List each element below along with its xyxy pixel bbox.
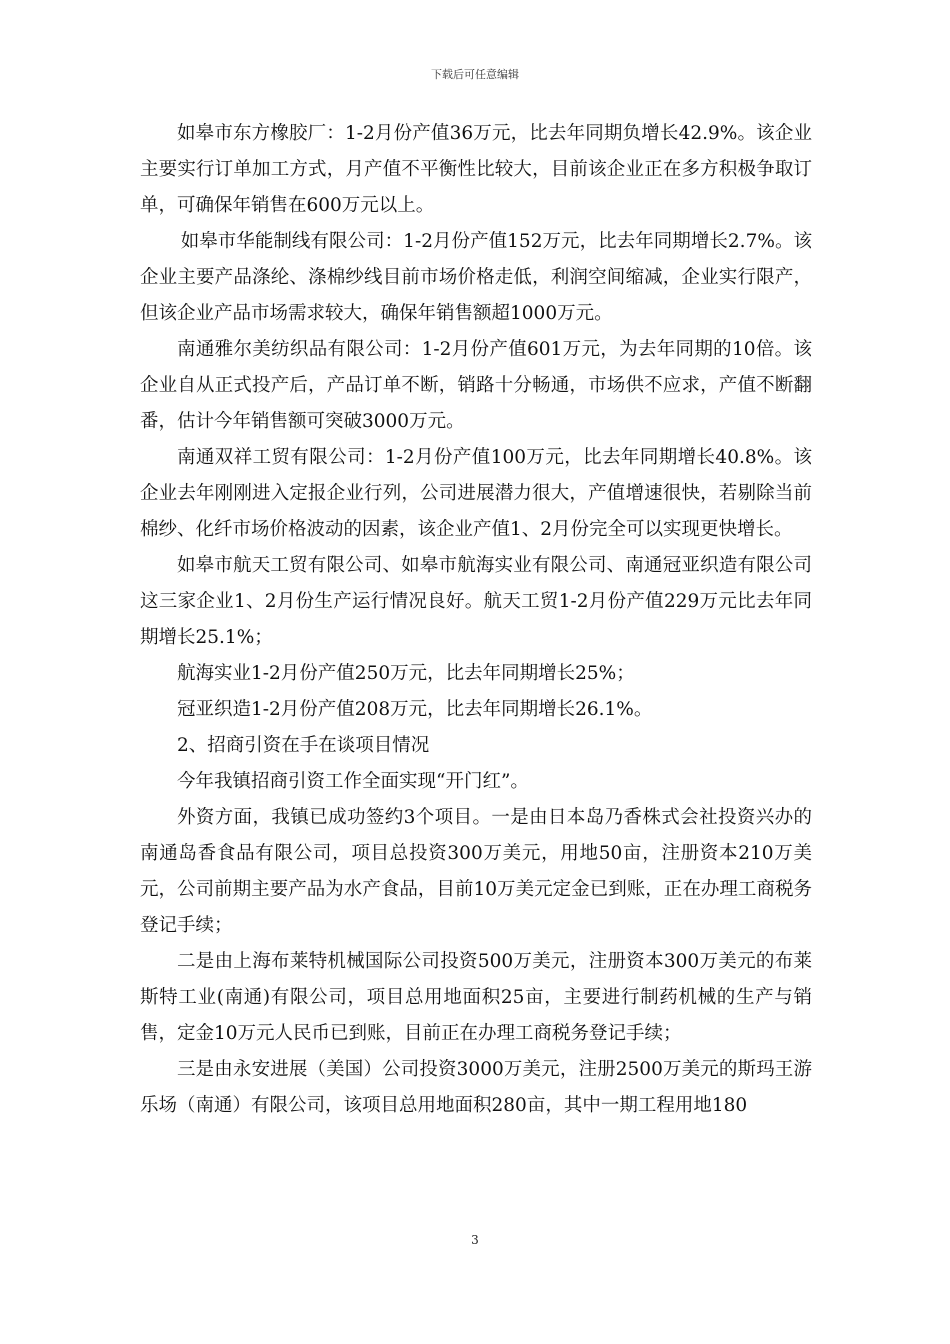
paragraph-foreign-investment-3: 三是由永安进展（美国）公司投资3000万美元，注册2500万美元的斯玛王游乐场（南通）有限公司，该项目总用地面积280亩，其中一期工程用地180 — [140, 1059, 812, 1116]
paragraph-hanghai: 航海实业1-2月份产值250万元，比去年同期增长25%； — [177, 663, 635, 684]
document-body — [140, 116, 812, 1124]
paragraph-three-companies: 如皋市航天工贸有限公司、如皋市航海实业有限公司、南通冠亚织造有限公司这三家企业1、2月份生产运行情况良好。航天工贸1-2月份产值229万元比去年同期增长25.1%； — [140, 555, 812, 648]
section-heading-investment: 2、招商引资在手在谈项目情况 — [177, 735, 430, 756]
paragraph-good-start: 今年我镇招商引资工作全面实现“开门红”。 — [177, 771, 529, 792]
paragraph-foreign-investment-2: 二是由上海布莱特机械国际公司投资500万美元，注册资本300万美元的布莱斯特工业(南通)有限公司，项目总用地面积25亩，主要进行制药机械的生产与销售，定金10万元人民币已到账，目前正在办理工商税务登记手续； — [140, 951, 812, 1044]
page-header: 下载后可任意编辑 — [431, 68, 519, 81]
paragraph-guanya: 冠亚织造1-2月份产值208万元，比去年同期增长26.1%。 — [177, 699, 653, 720]
paragraph-shuangxiang-trade: 南通双祥工贸有限公司：1-2月份产值100万元，比去年同期增长40.8%。该企业去年刚刚进入定报企业行列，公司进展潜力很大，产值增速很快，若剔除当前棉纱、化纤市场价格波动的因素，该企业产值1、2月份完全可以实现更快增长。 — [140, 447, 812, 540]
page-number: 3 — [471, 1233, 479, 1247]
paragraph-dongfang-rubber: 如皋市东方橡胶厂：1-2月份产值36万元，比去年同期负增长42.9%。该企业主要实行订单加工方式，月产值不平衡性比较大，目前该企业正在多方积极争取订单，可确保年销售在600万元以上。 — [140, 123, 812, 216]
paragraph-huaneng-thread: 如皋市华能制线有限公司：1-2月份产值152万元，比去年同期增长2.7%。该企业主要产品涤纶、涤棉纱线目前市场价格走低，利润空间缩减，企业实行限产，但该企业产品市场需求较大，确保年销售额超1000万元。 — [140, 231, 812, 324]
paragraph-foreign-investment-1: 外资方面，我镇已成功签约3个项目。一是由日本岛乃香株式会社投资兴办的南通岛香食品有限公司，项目总投资300万美元，用地50亩，注册资本210万美元，公司前期主要产品为水产食品，目前10万美元定金已到账，正在办理工商税务登记手续； — [140, 807, 812, 936]
paragraph-yaermei-textile: 南通雅尔美纺织品有限公司：1-2月份产值601万元，为去年同期的10倍。该企业自从正式投产后，产品订单不断，销路十分畅通，市场供不应求，产值不断翻番，估计今年销售额可突破3000万元。 — [140, 339, 812, 432]
